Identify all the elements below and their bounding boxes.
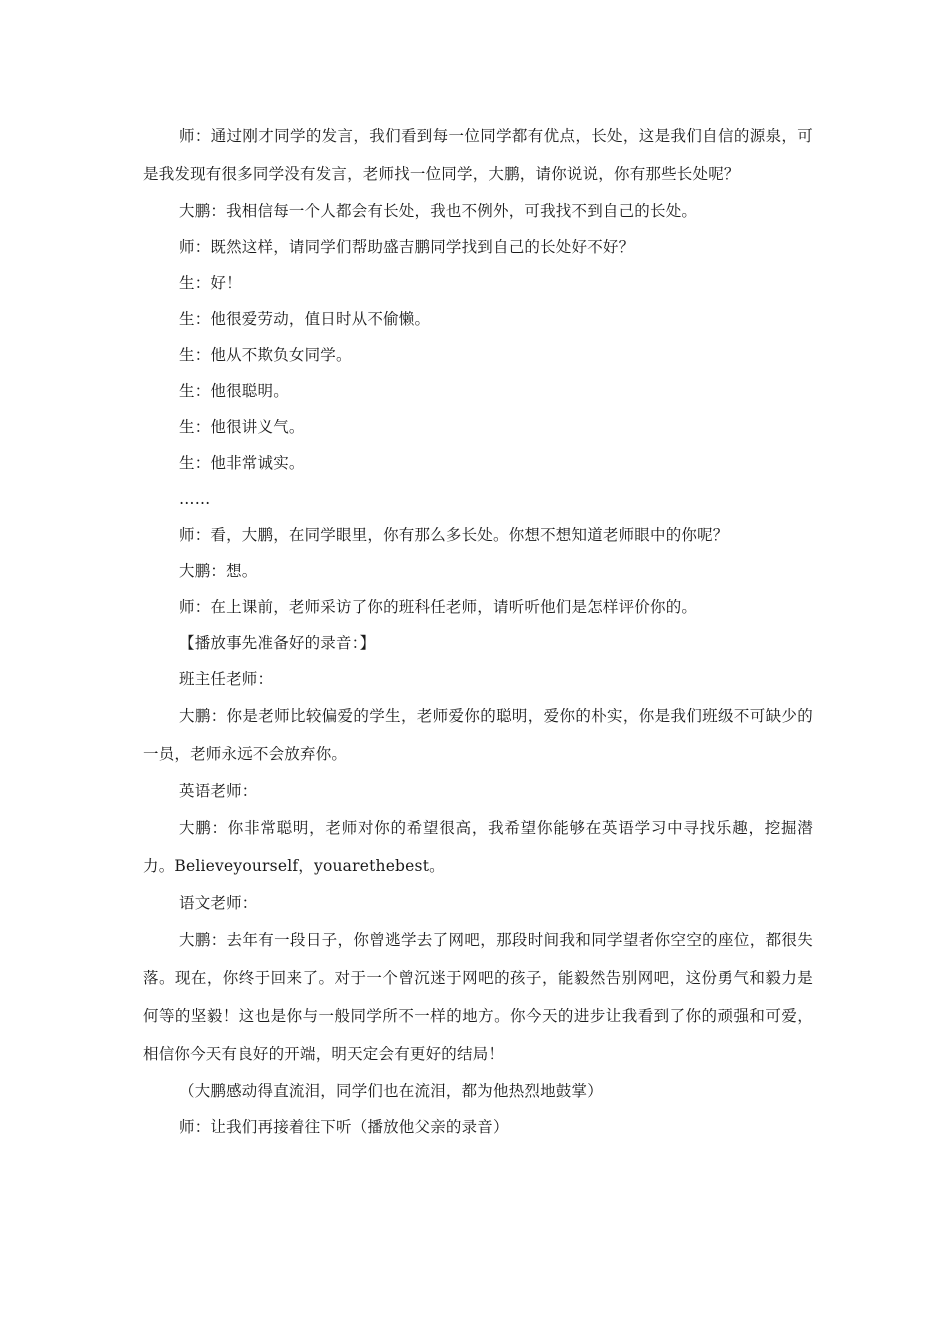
paragraph-teacher-intro: 师：通过刚才同学的发言，我们看到每一位同学都有优点，长处，这是我们自信的源泉，可是我发现有很多同学没有发言，老师找一位同学，大鹏，请你说说，你有那些长处呢？ [143, 127, 813, 183]
paragraph-chinese-teacher-label: 语文老师： [179, 894, 258, 912]
paragraph-english-teacher-message: 大鹏：你非常聪明，老师对你的希望很高，我希望你能够在英语学习中寻找乐趣，挖掘潜力。Believeyourself，youarethebest。 [143, 819, 813, 875]
paragraph-teacher-look: 师：看，大鹏，在同学眼里，你有那么多长处。你想不想知道老师眼中的你呢？ [179, 526, 729, 544]
paragraph-stage-direction: （大鹏感动得直流泪，同学们也在流泪，都为他热烈地鼓掌） [179, 1082, 603, 1100]
paragraph-ellipsis: …… [179, 490, 211, 508]
paragraph-english-teacher-label: 英语老师： [179, 782, 258, 800]
paragraph-head-teacher-message: 大鹏：你是老师比较偏爱的学生，老师爱你的聪明，爱你的朴实，你是我们班级不可缺少的一员，老师永远不会放弃你。 [143, 707, 813, 763]
paragraph-teacher-interview: 师：在上课前，老师采访了你的班科任老师，请听听他们是怎样评价你的。 [179, 598, 698, 616]
paragraph-chinese-teacher-message: 大鹏：去年有一段日子，你曾逃学去了网吧，那段时间我和同学望者你空空的座位，都很失落。现在，你终于回来了。对于一个曾沉迷于网吧的孩子，能毅然告别网吧，这份勇气和毅力是何等的坚毅！这也是你与一般同学所不一样的地方。你今天的进步让我看到了你的顽强和可爱，相信你今天有良好的开端，明天定会有更好的结局！ [143, 931, 813, 1063]
paragraph-dapeng-reply: 大鹏：我相信每一个人都会有长处，我也不例外，可我找不到自己的长处。 [179, 202, 698, 220]
document-body [143, 117, 813, 1145]
paragraph-student-ok: 生：好！ [179, 274, 242, 292]
paragraph-student-honest: 生：他非常诚实。 [179, 454, 305, 472]
paragraph-dapeng-want: 大鹏：想。 [179, 562, 258, 580]
paragraph-student-smart: 生：他很聪明。 [179, 382, 289, 400]
paragraph-head-teacher-label: 班主任老师： [179, 670, 274, 688]
paragraph-student-kind: 生：他从不欺负女同学。 [179, 346, 352, 364]
paragraph-play-recording: 【播放事先准备好的录音：】 [179, 634, 376, 652]
paragraph-student-loyal: 生：他很讲义气。 [179, 418, 305, 436]
paragraph-teacher-ask-help: 师：既然这样，请同学们帮助盛吉鹏同学找到自己的长处好不好？ [179, 238, 635, 256]
paragraph-student-hardworking: 生：他很爱劳动，值日时从不偷懒。 [179, 310, 431, 328]
paragraph-teacher-continue: 师：让我们再接着往下听（播放他父亲的录音） [179, 1118, 509, 1136]
